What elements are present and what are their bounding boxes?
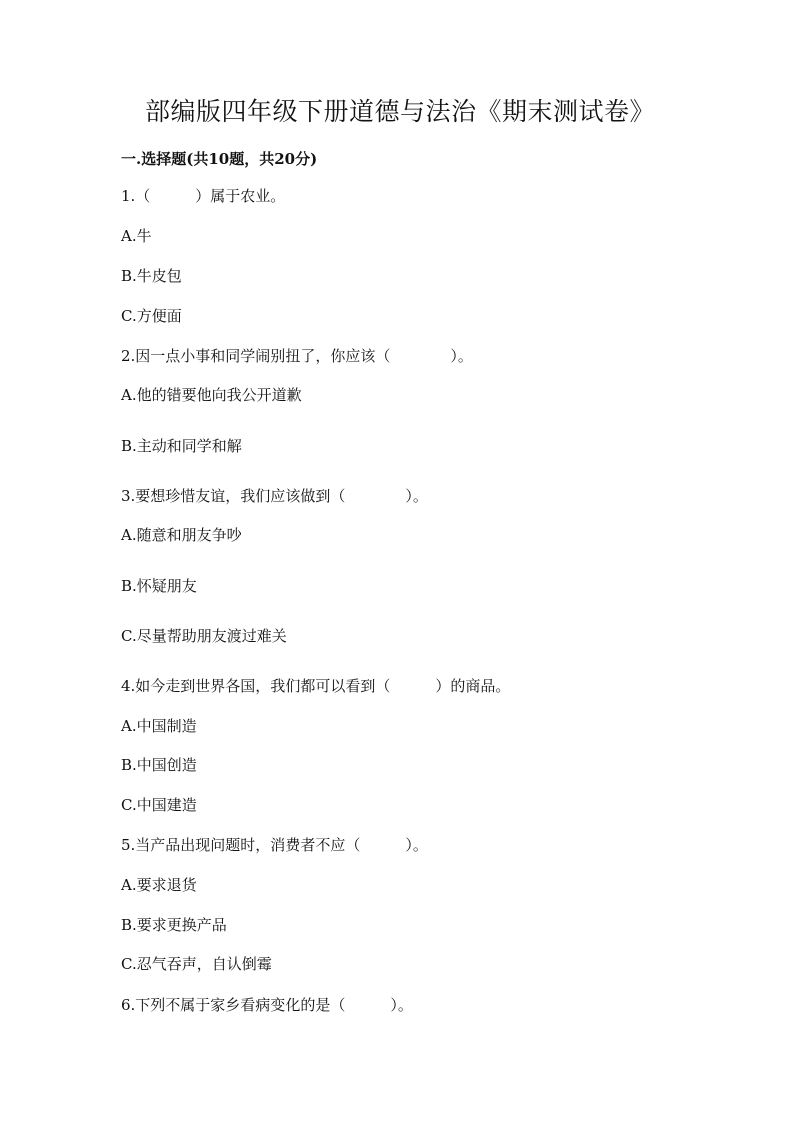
page-title: 部编版四年级下册道德与法治《期末测试卷》 xyxy=(144,97,655,126)
question-5-option-b: B.要求更换产品 xyxy=(121,916,227,934)
question-1-option-a: A.牛 xyxy=(121,227,152,245)
question-5-option-c: C.忍气吞声，自认倒霉 xyxy=(121,955,272,973)
question-3-option-c: C.尽量帮助朋友渡过难关 xyxy=(121,627,287,645)
question-1-option-c: C.方便面 xyxy=(121,307,182,325)
question-6-stem: 6.下列不属于家乡看病变化的是（ ）。 xyxy=(121,996,413,1014)
question-1-stem: 1.（ ）属于农业。 xyxy=(121,187,286,205)
question-3-option-a: A.随意和朋友争吵 xyxy=(121,526,242,544)
question-2-option-b: B.主动和同学和解 xyxy=(121,437,242,455)
question-4-option-a: A.中国制造 xyxy=(121,717,197,735)
question-4-stem: 4.如今走到世界各国，我们都可以看到（ ）的商品。 xyxy=(121,677,511,695)
question-3-option-b: B.怀疑朋友 xyxy=(121,577,197,595)
question-1-option-b: B.牛皮包 xyxy=(121,267,182,285)
question-4-option-c: C.中国建造 xyxy=(121,796,197,814)
question-3-stem: 3.要想珍惜友谊，我们应该做到（ ）。 xyxy=(121,487,428,505)
question-4-option-b: B.中国创造 xyxy=(121,756,197,774)
question-5-stem: 5.当产品出现问题时，消费者不应（ ）。 xyxy=(121,836,428,854)
section-heading: 一.选择题(共10题，共20分) xyxy=(121,150,318,168)
question-2-stem: 2.因一点小事和同学闹别扭了，你应该（ ）。 xyxy=(121,347,473,365)
question-5-option-a: A.要求退货 xyxy=(121,876,197,894)
question-2-option-a: A.他的错要他向我公开道歉 xyxy=(121,386,302,404)
